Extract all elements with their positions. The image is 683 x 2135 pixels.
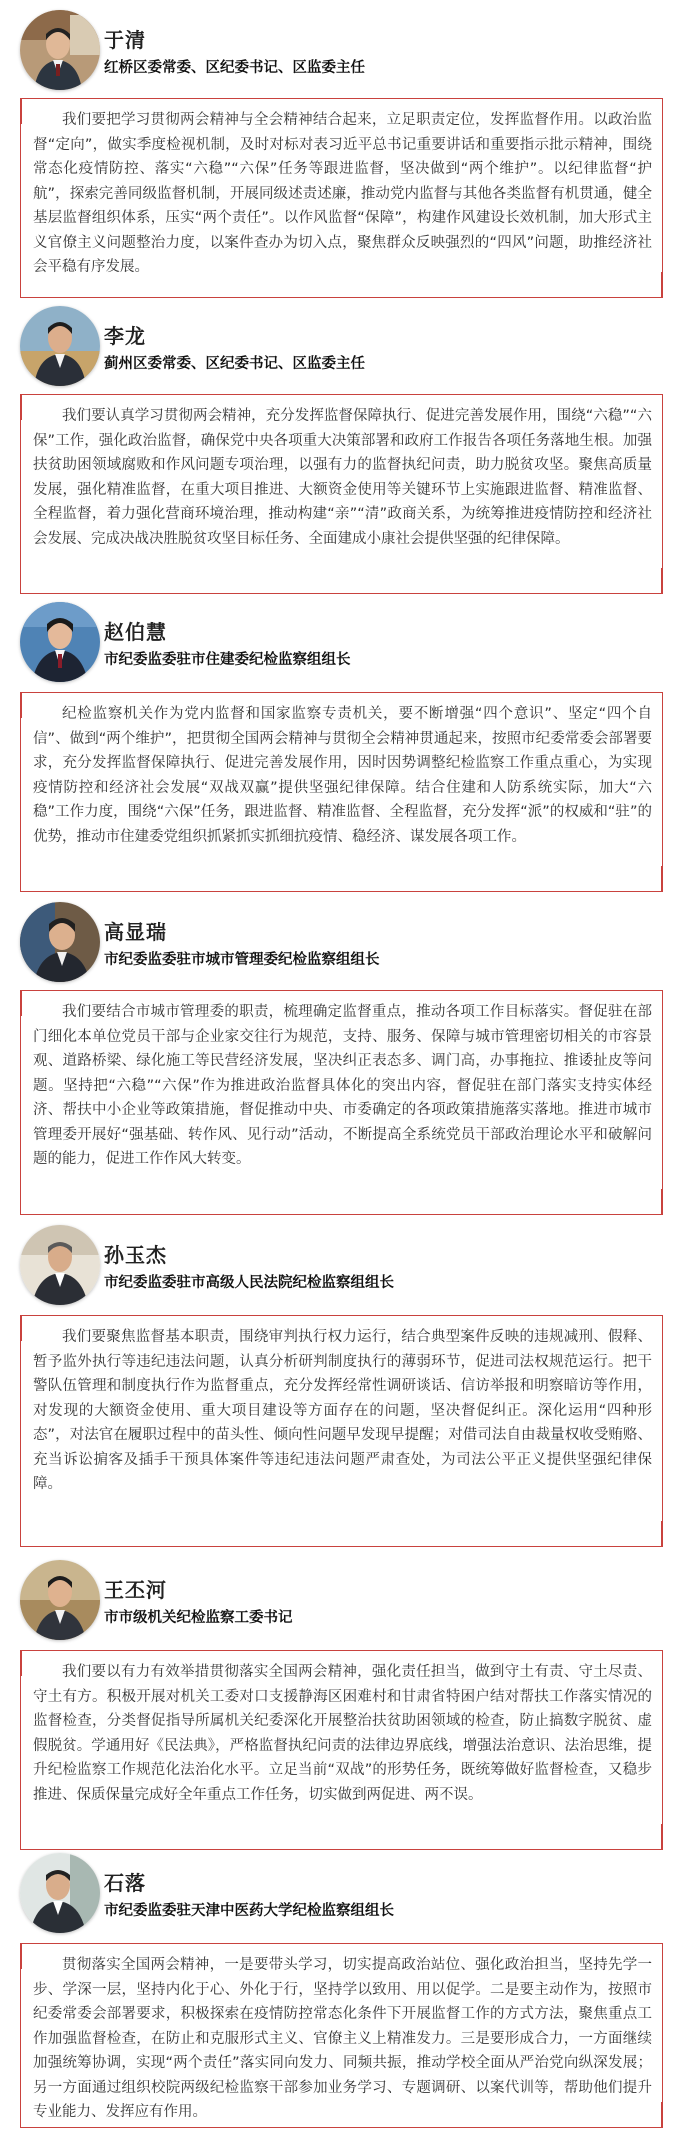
frame-corner xyxy=(661,272,663,298)
frame-corner xyxy=(20,1650,22,1676)
frame-corner xyxy=(661,1189,663,1215)
entry-yu-qing xyxy=(0,10,683,275)
portrait-photo xyxy=(20,1225,100,1305)
portrait-photo xyxy=(20,1853,100,1933)
frame-corner xyxy=(661,568,663,594)
quote-box xyxy=(20,98,663,298)
entry-header xyxy=(0,1853,683,1945)
person-title: 市纪委监委驻市住建委纪检监察组组长 xyxy=(104,652,351,668)
person-title: 市纪委监委驻天津中医药大学纪检监察组组长 xyxy=(104,1903,394,1919)
person-title: 市纪委监委驻市高级人民法院纪检监察组组长 xyxy=(104,1275,394,1291)
entry-header xyxy=(0,1225,683,1317)
person-name: 于清 xyxy=(104,28,146,52)
person-name: 石落 xyxy=(104,1871,146,1895)
quote-text: 贯彻落实全国两会精神，一是要带头学习，切实提高政治站位、强化政治担当，坚持先学一步、学深一层，坚持内化于心、外化于行，坚持学以致用、用以促学。二是要主动作为，按照市纪委常委会部署要求，积极探索在疫情防控常态化条件下开展监督工作的方式方法，聚焦重点工作加强监督检查，在防止和克服形式主义、官僚主义上精准发力。三是要形成合力，一方面继续加强统筹协调，实现“两个责任”落实同向发力、同频共振，推动学校全面从严治党向纵深发展；另一方面通过组织校院两级纪检监察干部参加业务学习、专题调研、以案代训等，帮助他们提升专业能力、发挥应有作用。 xyxy=(33,1957,652,2120)
frame-corner xyxy=(661,2102,663,2128)
entry-shi-luo xyxy=(0,1853,683,2120)
person-name: 王丕河 xyxy=(104,1578,167,1602)
frame-corner xyxy=(661,1824,663,1850)
quote-box xyxy=(20,692,663,892)
frame-corner xyxy=(20,394,22,420)
quote-box xyxy=(20,394,663,594)
person-name: 赵伯慧 xyxy=(104,620,167,644)
person-title: 红桥区委常委、区纪委书记、区监委主任 xyxy=(104,60,365,76)
frame-corner xyxy=(20,990,22,1016)
portrait-photo xyxy=(20,602,100,682)
entry-gao-xianrui xyxy=(0,902,683,1167)
quote-box xyxy=(20,1315,663,1547)
person-name: 李龙 xyxy=(104,324,146,348)
entry-wang-pihe xyxy=(0,1560,683,1803)
entry-header xyxy=(0,1560,683,1652)
entry-li-long xyxy=(0,306,683,547)
entry-header xyxy=(0,10,683,102)
frame-corner xyxy=(661,1521,663,1547)
portrait-photo xyxy=(20,1560,100,1640)
quote-text: 我们要把学习贯彻两会精神与全会精神结合起来，立足职责定位，发挥监督作用。以政治监督“定向”，做实季度检视机制，及时对标对表习近平总书记重要讲话和重要指示批示精神，围绕常态化疫情防控、落实“六稳”“六保”任务等跟进监督，坚决做到“两个维护”。以纪律监督“护航”，探索完善同级监督机制，开展同级述责述廉，推动党内监督与其他各类监督有机贯通，健全基层监督组织体系，压实“两个责任”。以作风监督“保障”，构建作风建设长效机制，加大形式主义官僚主义问题整治力度，以案件查办为切入点，聚焦群众反映强烈的“四风”问题，助推经济社会平稳有序发展。 xyxy=(33,112,652,275)
entry-header xyxy=(0,306,683,398)
person-name: 孙玉杰 xyxy=(104,1243,167,1267)
entry-header xyxy=(0,902,683,994)
quote-text: 我们要以有力有效举措贯彻落实全国两会精神，强化责任担当，做到守土有责、守土尽责、守土有方。积极开展对机关工委对口支援静海区困难村和甘肃省特困户结对帮扶工作落实情况的监督检查，分类督促指导所属机关纪委深化开展整治扶贫助困领域的检查，防止搞数字脱贫、虚假脱贫。学通用好《民法典》，严格监督执纪问责的法律边界底线，增强法治意识、法治思维，提升纪检监察工作规范化法治化水平。立足当前“双战”的形势任务，既统筹做好监督检查，又稳步推进、保质保量完成好全年重点工作任务，切实做到两促进、两不误。 xyxy=(33,1664,652,1803)
quote-box xyxy=(20,990,663,1215)
entry-sun-yujie xyxy=(0,1225,683,1492)
entry-zhao-bohui xyxy=(0,602,683,845)
portrait-photo xyxy=(20,10,100,90)
frame-corner xyxy=(20,1943,22,1969)
portrait-photo xyxy=(20,902,100,982)
quote-box xyxy=(20,1943,663,2128)
person-name: 高显瑞 xyxy=(104,920,167,944)
portrait-photo xyxy=(20,306,100,386)
quote-text: 我们要聚焦监督基本职责，围绕审判执行权力运行，结合典型案件反映的违规减刑、假释、暂予监外执行等违纪违法问题，认真分析研判制度执行的薄弱环节，促进司法权规范运行。把干警队伍管理和制度执行作为监督重点，充分发挥经常性调研谈话、信访举报和明察暗访等作用，对发现的大额资金使用、重大项目建设等方面存在的问题，坚决督促纠正。深化运用“四种形态”，对法官在履职过程中的苗头性、倾向性问题早发现早提醒；对借司法自由裁量权收受贿赂、充当诉讼掮客及插手干预具体案件等违纪违法问题严肃查处，为司法公平正义提供坚强纪律保障。 xyxy=(33,1329,652,1492)
person-title: 市纪委监委驻市城市管理委纪检监察组组长 xyxy=(104,952,380,968)
frame-corner xyxy=(20,1315,22,1341)
person-title: 蓟州区委常委、区纪委书记、区监委主任 xyxy=(104,356,365,372)
frame-corner xyxy=(20,98,22,124)
quote-text: 纪检监察机关作为党内监督和国家监察专责机关，要不断增强“四个意识”、坚定“四个自信”、做到“两个维护”，把贯彻全国两会精神与贯彻全会精神贯通起来，按照市纪委常委会部署要求，充分发挥监督保障执行、促进完善发展作用，因时因势调整纪检监察工作重点重心，为实现疫情防控和经济社会发展“双战双赢”提供坚强纪律保障。结合住建和人防系统实际，加大“六稳”工作力度，围绕“六保”任务，跟进监督、精准监督、全程监督，充分发挥“派”的权威和“驻”的优势，推动市住建委党组织抓紧抓实抓细抗疫情、稳经济、谋发展各项工作。 xyxy=(33,706,652,845)
quote-text: 我们要结合市城市管理委的职责，梳理确定监督重点，推动各项工作目标落实。督促驻在部门细化本单位党员干部与企业家交往行为规范，支持、服务、保障与城市管理密切相关的市容景观、道路桥梁、绿化施工等民营经济发展，坚决纠正表态多、调门高，办事拖拉、推诿扯皮等问题。坚持把“六稳”“六保”作为推进政治监督具体化的突出内容，督促驻在部门落实支持实体经济、帮扶中小企业等政策措施，督促推动中央、市委确定的各项政策措施落实落地。推进市城市管理委开展好“强基础、转作风、见行动”活动，不断提高全系统党员干部政治理论水平和破解问题的能力，促进工作作风大转变。 xyxy=(33,1004,652,1167)
quote-box xyxy=(20,1650,663,1850)
frame-corner xyxy=(661,866,663,892)
person-title: 市市级机关纪检监察工委书记 xyxy=(104,1610,293,1626)
entry-header xyxy=(0,602,683,694)
frame-corner xyxy=(20,692,22,718)
quote-text: 我们要认真学习贯彻两会精神，充分发挥监督保障执行、促进完善发展作用，围绕“六稳”“六保”工作，强化政治监督，确保党中央各项重大决策部署和政府工作报告各项任务落地生根。加强扶贫助困领域腐败和作风问题专项治理，以强有力的监督执纪问责，助力脱贫攻坚。聚焦高质量发展，强化精准监督，在重大项目推进、大额资金使用等关键环节上实施跟进监督、精准监督、全程监督，着力强化营商环境治理，推动构建“亲”“清”政商关系，为统筹推进疫情防控和经济社会发展、完成决战决胜脱贫攻坚目标任务、全面建成小康社会提供坚强的纪律保障。 xyxy=(33,408,652,547)
